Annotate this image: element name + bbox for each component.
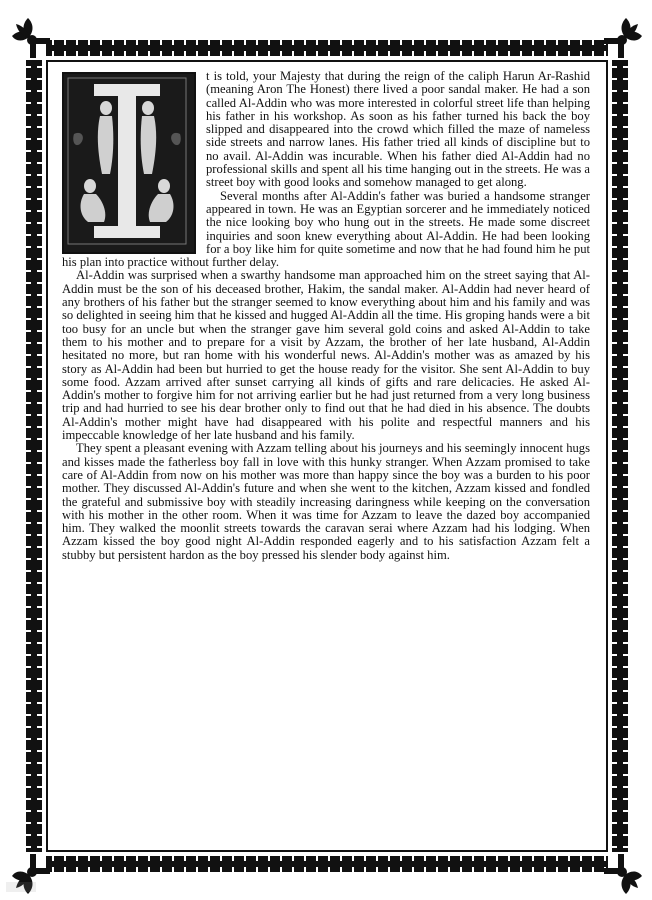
border-left <box>26 60 42 852</box>
story-text <box>62 70 590 830</box>
dropcap-artwork <box>64 74 190 248</box>
fleur-de-lis-corner-icon <box>604 14 648 58</box>
paragraph-1: t is told, your Majesty that during the reign of the caliph Harun Ar-Rashid (meaning Aron The Honest) there lived a poor sandal maker. He had a son called Al-Addin who was more interested in colorful street life than helping his father in his workshop. As soon as his father turned his back the boy slipped and disappeared into the crowd which filled the maze of nameless side streets and narrow lanes. His father tried all kinds of discipline but to no avail. Al-Addin was incurable. When his father died Al-Addin had no professional skills and spent all his time hanging out in the streets. He was a street boy with good looks and somehow managed to get along. <box>206 69 590 190</box>
paragraph-2: Several months after Al-Addin's father was buried a handsome stranger appeared in town. He was an Egyptian sorcerer and he immediately noticed the nice looking boy who hung out in the streets. He made some discreet inquiries and soon knew everything about Al-Addin. He had been looking for a boy like him for quite sometime and now that he had found him he put his plan into practice without further delay. <box>62 188 590 270</box>
border-top <box>46 40 608 56</box>
fleur-de-lis-corner-icon <box>604 854 648 898</box>
paragraph-4: They spent a pleasant evening with Azzam telling about his journeys and his seemingly innocent hugs and kisses made the fatherless boy fall in love with this hunky stranger. When Azzam promised to take care of Al-Addin from now on his mother was more than happy since the boy was a burden to his poor mother. They discussed Al-Addin's future and when she went to the kitchen, Azzam kissed and fondled the grateful and submissive boy with steadily increasing daringness while keeping on the conversation with his mother in the other room. When it was time for Azzam to leave the dazed boy accompanied him. They walked the moonlit streets towards the caravan serai where Azzam had his lodging. When Azzam kissed the boy good night Al-Addin responded eagerly and to his satisfaction Azzam felt a stubby but persistent hardon as the boy pressed his slender body against him. <box>62 441 590 562</box>
border-bottom <box>46 856 608 872</box>
illuminated-initial-figures-icon <box>62 72 196 254</box>
paragraph-3: Al-Addin was surprised when a swarthy handsome man approached him on the street saying that Al-Addin must be the son of his deceased brother, Hakim, the sandal maker. Al-Addin had never heard of any brothers of his father but the stranger seemed to know everything about him and his family and was so delighted in seeing him that he kissed and hugged Al-Addin all the time. His groping hands were a bit too busy for an uncle but when the stranger gave him several gold coins and asked Al-Addin to take them to his mother and to prepare for a visit by Azzam, the brother of her late husband, Al-Addin hesitated no more, but ran home with his wonderful news. Al-Addin's mother was as amazed by his story as Al-Addin had been but hurried to get the house ready for the visitor. She sent Al-Addin to buy some food. Azzam arrived after sunset carrying all kinds of gifts and rare delicacies. He asked Al-Addin's mother to forgive him for not arriving earlier but he had just returned from a very long business trip and had hurried to see his dear brother only to find out that he had died in his absence. The doubts Al-Addin's mother might have had disappeared with his polite and respectful manners and his impeccable knowledge of her late husband and his family. <box>62 268 590 443</box>
border-right <box>612 60 628 852</box>
fleur-de-lis-corner-icon <box>6 14 50 58</box>
scan-smudge-icon <box>6 878 36 896</box>
